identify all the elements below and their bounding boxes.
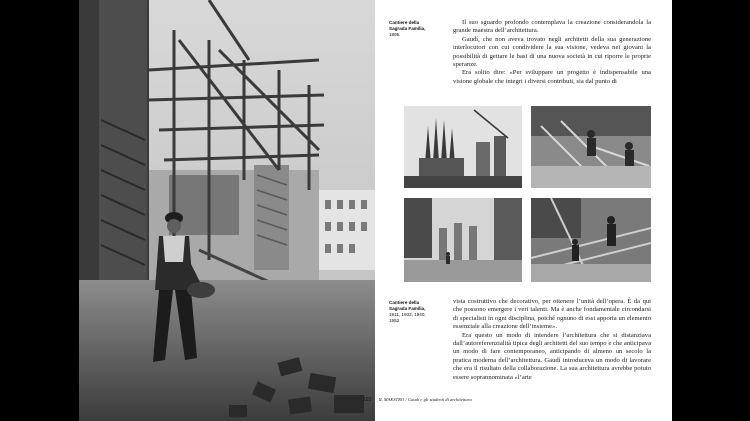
running-head: IL MAESTRO / Gaudí e gli studenti di architettura bbox=[378, 397, 472, 402]
page-footer bbox=[363, 397, 472, 403]
paragraph: vista costruttivo che decorativo, per ottenere l’unità dell’opera. È da qui che possono emergere i veri talenti. Ma è anche fondamentale circondarsi di specialisti in ogni disciplina, poiché ognuno di essi apporta un elemento essenziale alla creazione dell’insieme». bbox=[453, 298, 651, 331]
photo-workers-1932 bbox=[531, 106, 651, 188]
photo-workers-1952 bbox=[531, 198, 651, 282]
body-text-top bbox=[453, 19, 651, 86]
page-number: 103 bbox=[363, 397, 372, 403]
body-text-bottom bbox=[453, 298, 651, 382]
caption-bottom-years: 1911, 1932, 1940, 1952. bbox=[389, 312, 426, 323]
photo-sagrada-1911 bbox=[404, 106, 522, 188]
caption-top bbox=[389, 20, 434, 38]
caption-bottom bbox=[389, 300, 437, 324]
paragraph: Il suo sguardo profondo contemplava la creazione considerandola la grande maestra dell’architettura. bbox=[453, 19, 651, 35]
caption-bottom-title: Cantiere della Sagrada Família, bbox=[389, 300, 426, 311]
construction-site-photo bbox=[79, 0, 375, 421]
caption-top-title: Cantiere della Sagrada Família, bbox=[389, 20, 426, 31]
paragraph: Era solito dire: «Per sviluppare un progetto è indispensabile una visione globale che integri i diversi contributi, sia dal punto di bbox=[453, 69, 651, 85]
paragraph: Era questo un modo di intendere l’architettura che si distanziava dall’autoreferenzialità tipica degli architetti del suo tempo e che anticipava un modo di fare contemporaneo, anticipando di almeno un secolo la pratica moderna dell’architettura. Gaudí introduceva un modo di lavorare che era il risultato della collaborazione. La sua architettura avrebbe potuto essere soprannominata «l’arte bbox=[453, 331, 651, 381]
photo-site-1940 bbox=[404, 198, 522, 282]
paragraph: Gaudí, che non aveva trovato negli architetti della sua generazione interlocutori con cui condividere la sua visione, vedeva nei giovani la possibilità di gettare le basi di una nuova società in cui riporre le proprie speranze. bbox=[453, 35, 651, 69]
caption-top-years: 1895. bbox=[389, 32, 401, 37]
